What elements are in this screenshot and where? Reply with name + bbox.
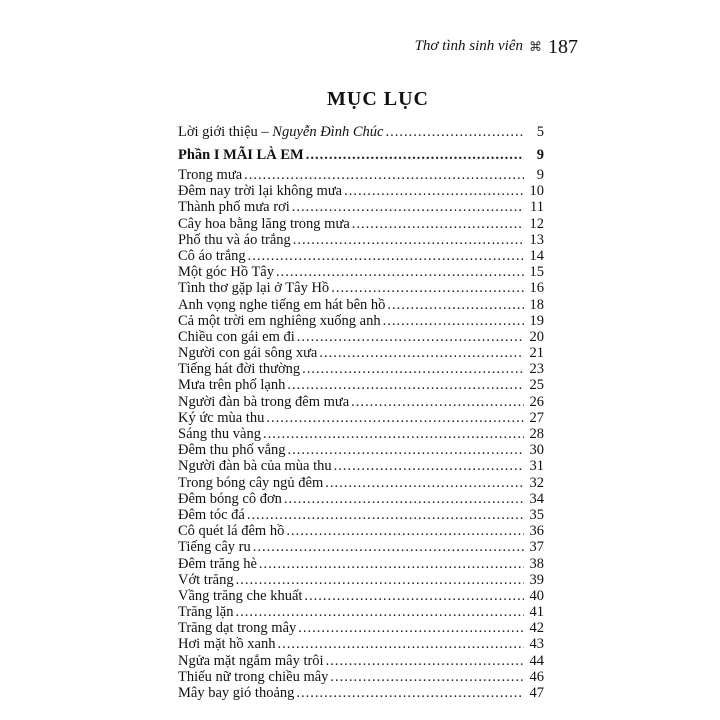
toc-entry[interactable] — [178, 539, 544, 555]
toc-entry-page: 34 — [529, 490, 544, 507]
toc-entry-title: Tiếng hát đời thường — [178, 361, 301, 378]
running-title: Thơ tình sinh viên — [414, 38, 523, 54]
toc-entry[interactable] — [178, 248, 544, 264]
toc-entry-title: Đêm tóc đá — [178, 506, 245, 523]
toc-intro-label: Lời giới thiệu – — [178, 124, 273, 140]
toc-entry-page: 20 — [529, 328, 544, 345]
toc-part-page: 9 — [536, 147, 544, 163]
toc-entry-title: Đêm bóng cô đơn — [178, 490, 282, 507]
toc-entry-page: 30 — [529, 442, 544, 459]
toc-entry-page: 37 — [529, 539, 544, 556]
toc-part-row[interactable] — [178, 143, 544, 167]
toc-entry[interactable] — [178, 264, 544, 280]
toc-entry[interactable] — [178, 458, 544, 474]
toc-entry[interactable] — [178, 377, 544, 393]
toc-entry-page: 47 — [529, 685, 544, 701]
dot-leader — [253, 539, 524, 555]
toc-entries — [178, 167, 544, 701]
toc-entry[interactable] — [178, 345, 544, 361]
dot-leader — [304, 588, 524, 604]
toc-entry[interactable] — [178, 604, 544, 620]
toc-entry-title: Người đàn bà của mùa thu — [178, 458, 332, 475]
toc-entry-title: Thiếu nữ trong chiều mây — [178, 668, 329, 685]
dot-leader — [302, 361, 524, 377]
toc-entry-title: Người đàn bà trong đêm mưa — [178, 393, 350, 410]
toc-intro-page: 5 — [536, 124, 544, 140]
toc-entry-page: 35 — [529, 506, 544, 523]
toc-entry-page: 11 — [530, 199, 544, 216]
dot-leader — [247, 507, 524, 523]
toc-entry[interactable] — [178, 685, 544, 701]
toc-entry-page: 41 — [529, 604, 544, 621]
toc-entry-title: Chiều con gái em đi — [178, 328, 295, 345]
dot-leader — [344, 183, 524, 199]
toc-entry-title: Anh vọng nghe tiếng em hát bên hồ — [178, 296, 386, 313]
dot-leader — [297, 329, 524, 345]
dot-leader — [387, 297, 524, 313]
dot-leader — [235, 604, 524, 620]
toc-entry[interactable] — [178, 507, 544, 523]
toc-entry-title: Đêm nay trời lại không mưa — [178, 183, 343, 200]
toc-entry-page: 12 — [529, 215, 544, 232]
dot-leader — [248, 248, 524, 264]
toc-entry-title: Ngửa mặt ngắm mây trôi — [178, 652, 324, 669]
dot-leader — [292, 199, 524, 215]
toc-entry-page: 46 — [529, 668, 544, 685]
dot-leader — [263, 426, 524, 442]
dot-leader — [331, 280, 524, 296]
toc-entry-title: Người con gái sông xưa — [178, 345, 318, 362]
toc-entry-title: Tiếng cây ru — [178, 539, 251, 556]
toc-intro-title — [178, 121, 383, 143]
dot-leader — [334, 458, 524, 474]
dot-leader — [383, 313, 524, 329]
toc-entry-page: 27 — [529, 409, 544, 426]
toc-entry[interactable] — [178, 669, 544, 685]
dot-leader — [236, 572, 524, 588]
toc-entry[interactable] — [178, 636, 544, 652]
toc-entry[interactable] — [178, 394, 544, 410]
dot-leader — [306, 143, 524, 167]
toc-entry[interactable] — [178, 556, 544, 572]
toc-entry[interactable] — [178, 199, 544, 215]
toc-entry-title: Phố thu và áo trắng — [178, 231, 291, 248]
toc-entry-page: 14 — [529, 247, 544, 264]
dot-leader — [277, 636, 524, 652]
dot-leader — [284, 491, 524, 507]
toc-entry-title: Cây hoa bằng lăng trong mưa — [178, 215, 350, 232]
toc-entry-page: 15 — [529, 264, 544, 281]
dot-leader — [385, 121, 524, 143]
dot-leader — [326, 653, 524, 669]
toc-entry-page: 9 — [536, 167, 544, 183]
dot-leader — [288, 442, 524, 458]
toc-intro-author: Nguyễn Đình Chúc — [272, 124, 384, 140]
toc-entry-title: Một góc Hồ Tây — [178, 264, 274, 281]
dot-leader — [266, 410, 524, 426]
toc-entry[interactable] — [178, 572, 544, 588]
dot-leader — [296, 685, 524, 701]
toc-entry[interactable] — [178, 426, 544, 442]
toc-entry-page: 19 — [529, 312, 544, 329]
toc-entry[interactable] — [178, 361, 544, 377]
toc-entry-page: 31 — [529, 458, 544, 475]
toc-part-title: Phần I MÃI LÀ EM — [178, 147, 304, 163]
toc-entry-title: Trăng dạt trong mây — [178, 620, 297, 637]
toc-entry[interactable] — [178, 491, 544, 507]
toc-entry-title: Cô quét lá đêm hồ — [178, 523, 285, 540]
toc-entry-page: 39 — [529, 571, 544, 588]
toc-entry-title: Vớt trăng — [178, 571, 234, 588]
toc-entry[interactable] — [178, 216, 544, 232]
dot-leader — [286, 523, 524, 539]
toc-entry-title: Trong mưa — [178, 167, 243, 183]
toc-entry[interactable] — [178, 280, 544, 296]
toc-entry-page: 38 — [529, 555, 544, 572]
running-head — [415, 38, 542, 55]
toc-entry-title: Trong bóng cây ngủ đêm — [178, 474, 324, 491]
dot-leader — [244, 167, 524, 183]
dot-leader — [259, 556, 524, 572]
toc-entry-page: 40 — [529, 587, 544, 604]
toc-entry-page: 25 — [529, 377, 544, 394]
toc-intro-row[interactable] — [178, 121, 544, 143]
page-number: 187 — [548, 36, 578, 58]
toc-entry[interactable] — [178, 297, 544, 313]
toc-entry-title: Trăng lặn — [178, 604, 234, 621]
toc-entry-title: Cô áo trắng — [178, 247, 246, 264]
toc-entry[interactable] — [178, 183, 544, 199]
toc-entry[interactable] — [178, 653, 544, 669]
ornament-icon: ⌘ — [529, 38, 542, 54]
toc-entry-page: 18 — [529, 296, 544, 313]
toc-entry-page: 43 — [529, 636, 544, 653]
toc-entry[interactable] — [178, 620, 544, 636]
dot-leader — [287, 377, 524, 393]
toc-entry-page: 44 — [529, 652, 544, 669]
toc-entry-page: 23 — [529, 361, 544, 378]
toc-entry-page: 28 — [529, 426, 544, 442]
dot-leader — [330, 669, 524, 685]
toc-entry[interactable] — [178, 523, 544, 539]
toc-entry-title: Đêm trăng hè — [178, 555, 257, 572]
toc-entry-title: Hơi mặt hồ xanh — [178, 636, 276, 653]
toc-entry[interactable] — [178, 410, 544, 426]
toc-entry-title: Mây bay gió thoảng — [178, 685, 295, 701]
toc-entry-title: Cả một trời em nghiêng xuống anh — [178, 312, 381, 329]
dot-leader — [319, 345, 524, 361]
toc-entry-title: Đêm thu phố vắng — [178, 442, 286, 459]
toc-entry-page: 10 — [529, 183, 544, 200]
toc-entry-title: Mưa trên phố lạnh — [178, 377, 286, 394]
table-of-contents — [178, 121, 544, 701]
toc-entry-page: 42 — [529, 620, 544, 637]
toc-entry-page: 26 — [529, 393, 544, 410]
dot-leader — [351, 394, 524, 410]
toc-entry-page: 21 — [529, 345, 544, 362]
toc-entry[interactable] — [178, 588, 544, 604]
dot-leader — [352, 216, 524, 232]
toc-entry[interactable] — [178, 329, 544, 345]
toc-entry-title: Ký ức mùa thu — [178, 409, 265, 426]
dot-leader — [325, 475, 524, 491]
toc-entry-title: Vầng trăng che khuất — [178, 587, 303, 604]
toc-entry[interactable] — [178, 313, 544, 329]
toc-entry-page: 13 — [529, 231, 544, 248]
dot-leader — [276, 264, 524, 280]
toc-entry-page: 16 — [529, 280, 544, 297]
toc-entry-page: 36 — [529, 523, 544, 540]
toc-entry[interactable] — [178, 167, 544, 183]
toc-entry[interactable] — [178, 475, 544, 491]
dot-leader — [298, 620, 524, 636]
toc-entry-title: Thành phố mưa rơi — [178, 199, 290, 216]
toc-entry-title: Sáng thu vàng — [178, 426, 261, 442]
dot-leader — [293, 232, 524, 248]
toc-title: MỤC LỤC — [327, 88, 429, 110]
toc-entry[interactable] — [178, 442, 544, 458]
toc-entry-title: Tình thơ gặp lại ở Tây Hồ — [178, 280, 330, 297]
toc-entry-page: 32 — [529, 474, 544, 491]
toc-entry[interactable] — [178, 232, 544, 248]
